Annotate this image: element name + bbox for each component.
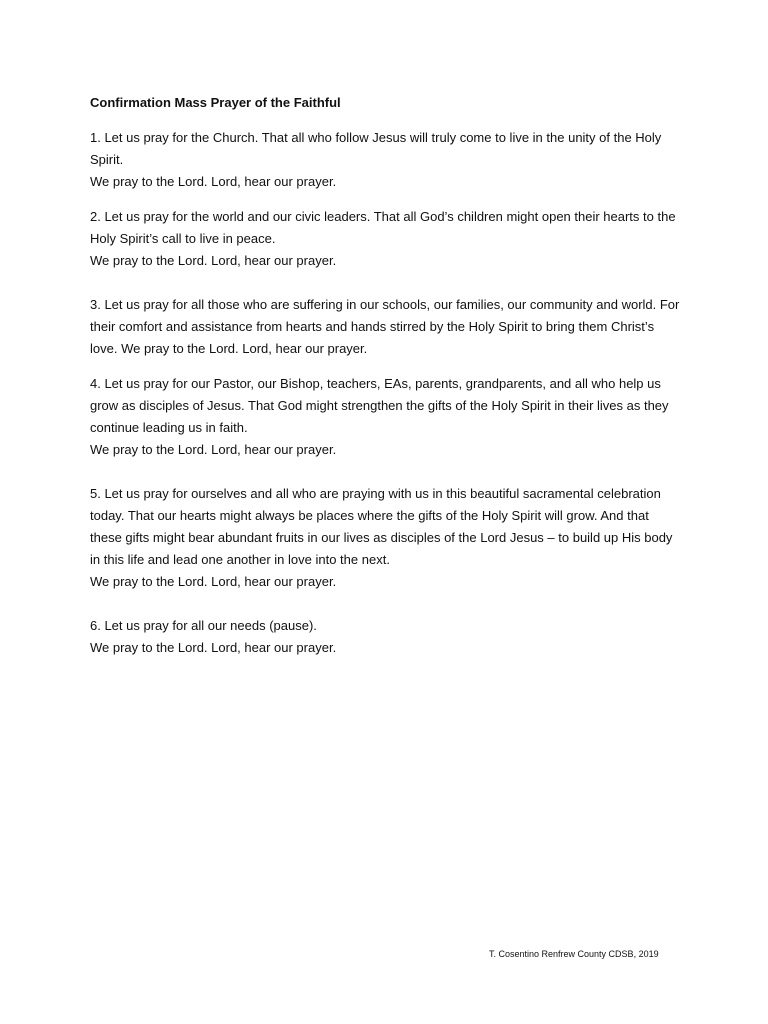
prayer-response: We pray to the Lord. Lord, hear our prayer.: [90, 574, 337, 589]
prayer-text: 3. Let us pray for all those who are suffering in our schools, our families, our community and world. For their comfort and assistance from hearts and hands stirred by the Holy Spirit to bring them Christ’s love. We pray to the Lord. Lord, hear our prayer.: [90, 297, 680, 356]
prayer-text: 5. Let us pray for ourselves and all who are praying with us in this beautiful sacramental celebration today. That our hearts might always be places where the gifts of the Holy Spirit will grow. And that these gifts might bear abundant fruits in our lives as disciples of the Lord Jesus – to build up His body in this life and lead one another in love into the next.: [90, 486, 673, 567]
prayer-4: [90, 373, 680, 461]
prayer-response: We pray to the Lord. Lord, hear our prayer.: [90, 174, 337, 189]
prayer-2: [90, 206, 680, 272]
prayer-text: 1. Let us pray for the Church. That all who follow Jesus will truly come to live in the unity of the Holy Spirit.: [90, 130, 662, 167]
document-title: Confirmation Mass Prayer of the Faithful: [90, 95, 341, 110]
prayer-5: [90, 483, 680, 593]
prayer-3: [90, 294, 680, 360]
prayer-text: 6. Let us pray for all our needs (pause).: [90, 618, 317, 633]
prayer-1: [90, 127, 680, 193]
prayer-response: We pray to the Lord. Lord, hear our prayer.: [90, 640, 337, 655]
document-footer: T. Cosentino Renfrew County CDSB, 2019: [489, 949, 659, 959]
document-content: [90, 94, 680, 659]
prayer-text: 2. Let us pray for the world and our civic leaders. That all God’s children might open their hearts to the Holy Spirit’s call to live in peace.: [90, 209, 676, 246]
prayer-6: [90, 615, 680, 659]
prayer-text: 4. Let us pray for our Pastor, our Bishop, teachers, EAs, parents, grandparents, and all who help us grow as disciples of Jesus. That God might strengthen the gifts of the Holy Spirit in their lives as they continue leading us in faith.: [90, 376, 669, 435]
prayer-response: We pray to the Lord. Lord, hear our prayer.: [90, 442, 337, 457]
prayer-response: We pray to the Lord. Lord, hear our prayer.: [90, 253, 337, 268]
